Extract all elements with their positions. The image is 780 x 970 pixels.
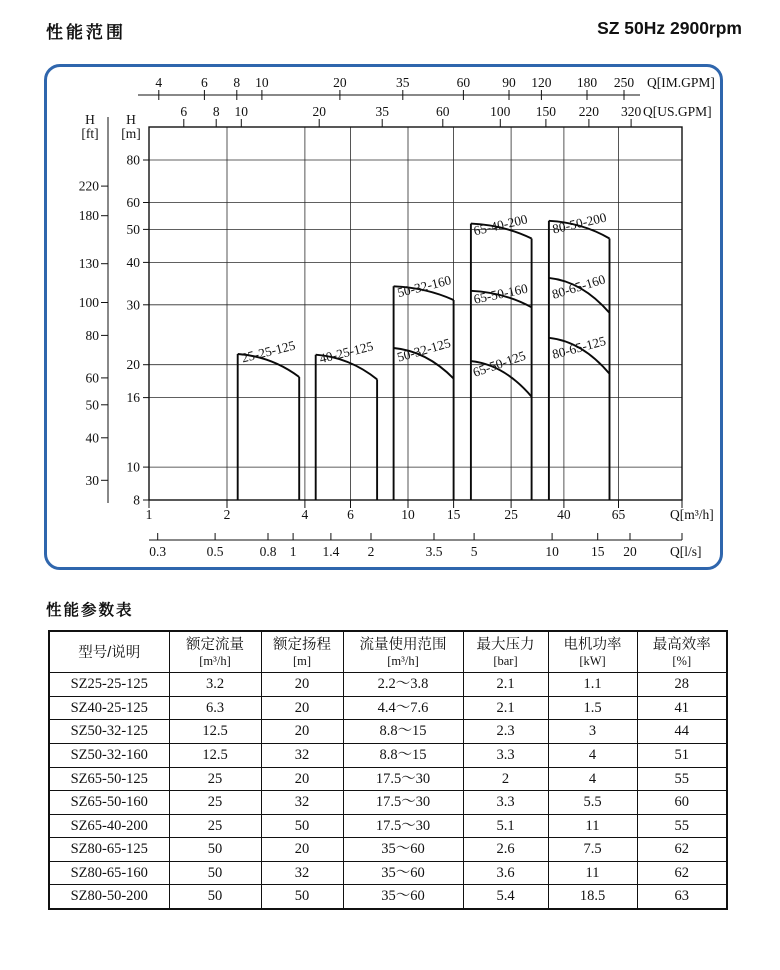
svg-text:90: 90 xyxy=(502,75,516,90)
pump-region-label: 40-25-125 xyxy=(317,338,375,367)
value-cell: 62 xyxy=(637,838,727,862)
svg-text:50: 50 xyxy=(85,397,99,413)
value-cell: 28 xyxy=(637,673,727,697)
svg-text:220: 220 xyxy=(78,178,99,194)
svg-text:50: 50 xyxy=(126,221,140,237)
model-cell: SZ80-65-125 xyxy=(49,838,169,862)
parameters-table xyxy=(48,630,728,910)
value-cell: 12.5 xyxy=(169,720,261,744)
pump-region-label: 25-25-125 xyxy=(239,337,297,366)
column-header: 型号/说明 xyxy=(49,631,169,673)
table-row xyxy=(49,767,727,791)
value-cell: 50 xyxy=(169,861,261,885)
pump-region-label: 65-50-125 xyxy=(470,347,528,380)
value-cell: 3.2 xyxy=(169,673,261,697)
spec-title: SZ 50Hz 2900rpm xyxy=(597,18,742,38)
table-row xyxy=(49,838,727,862)
gridlines xyxy=(149,127,682,500)
value-cell: 12.5 xyxy=(169,743,261,767)
value-cell: 3.3 xyxy=(463,791,548,815)
value-cell: 3 xyxy=(548,720,637,744)
svg-text:1.4: 1.4 xyxy=(322,544,340,559)
svg-text:Q[US.GPM]: Q[US.GPM] xyxy=(643,104,712,119)
value-cell: 6.3 xyxy=(169,696,261,720)
value-cell: 4 xyxy=(548,743,637,767)
svg-text:2: 2 xyxy=(367,544,375,559)
value-cell: 2.3 xyxy=(463,720,548,744)
value-cell: 60 xyxy=(637,791,727,815)
svg-text:60: 60 xyxy=(85,370,99,386)
svg-text:180: 180 xyxy=(78,208,99,224)
value-cell: 50 xyxy=(261,814,343,838)
svg-text:220: 220 xyxy=(578,104,600,119)
plot-border xyxy=(149,127,682,500)
svg-text:H: H xyxy=(85,112,95,127)
model-cell: SZ65-50-125 xyxy=(49,767,169,791)
table-row xyxy=(49,861,727,885)
value-cell: 5.5 xyxy=(548,791,637,815)
y-axis-m xyxy=(121,112,149,508)
svg-text:5: 5 xyxy=(470,544,478,559)
model-cell: SZ65-40-200 xyxy=(49,814,169,838)
table-row xyxy=(49,743,727,767)
svg-text:10: 10 xyxy=(255,75,269,90)
svg-text:30: 30 xyxy=(126,297,140,313)
svg-text:Q[l/s]: Q[l/s] xyxy=(670,544,702,559)
pump-region xyxy=(238,354,300,500)
x-axis-us-gpm xyxy=(180,104,711,127)
page-title: 性能范围 xyxy=(46,23,126,42)
svg-text:60: 60 xyxy=(456,75,471,90)
pump-region-label: 50-32-125 xyxy=(395,335,453,365)
value-cell: 35～60 xyxy=(343,861,463,885)
column-header: 额定流量 [m³/h] xyxy=(169,631,261,673)
svg-text:40: 40 xyxy=(126,254,140,270)
svg-text:8: 8 xyxy=(212,104,220,119)
svg-text:1: 1 xyxy=(145,507,153,522)
svg-text:6: 6 xyxy=(201,75,208,90)
value-cell: 50 xyxy=(169,838,261,862)
value-cell: 18.5 xyxy=(548,885,637,909)
svg-text:15: 15 xyxy=(446,507,461,522)
table-row xyxy=(49,673,727,697)
value-cell: 20 xyxy=(261,720,343,744)
x-axis-m3h xyxy=(146,500,714,522)
svg-text:0.8: 0.8 xyxy=(259,544,277,559)
value-cell: 5.4 xyxy=(463,885,548,909)
svg-text:20: 20 xyxy=(623,544,637,559)
value-cell: 44 xyxy=(637,720,727,744)
svg-text:16: 16 xyxy=(126,390,140,406)
column-header: 流量使用范围 [m³/h] xyxy=(343,631,463,673)
pump-region-label: 65-40-200 xyxy=(472,211,529,239)
value-cell: 4.4～7.6 xyxy=(343,696,463,720)
value-cell: 1.5 xyxy=(548,696,637,720)
x-axis-im-gpm xyxy=(138,75,715,100)
pump-region-label: 80-65-160 xyxy=(550,271,608,302)
svg-text:120: 120 xyxy=(531,75,552,90)
svg-text:65: 65 xyxy=(611,507,626,522)
value-cell: 17.5～30 xyxy=(343,814,463,838)
svg-text:1: 1 xyxy=(289,544,297,559)
svg-text:H: H xyxy=(126,112,136,127)
svg-text:320: 320 xyxy=(620,104,642,119)
svg-text:Q[IM.GPM]: Q[IM.GPM] xyxy=(647,75,715,90)
value-cell: 50 xyxy=(169,885,261,909)
value-cell: 62 xyxy=(637,861,727,885)
model-cell: SZ40-25-125 xyxy=(49,696,169,720)
value-cell: 63 xyxy=(637,885,727,909)
x-axis-ls xyxy=(149,533,702,559)
pump-region-label: 80-65-125 xyxy=(550,333,608,362)
value-cell: 2.1 xyxy=(463,673,548,697)
svg-text:30: 30 xyxy=(85,472,99,488)
value-cell: 2.1 xyxy=(463,696,548,720)
y-axis-ft xyxy=(79,112,108,503)
svg-text:0.3: 0.3 xyxy=(149,544,167,559)
svg-text:15: 15 xyxy=(590,544,605,559)
value-cell: 3.3 xyxy=(463,743,548,767)
svg-text:[m]: [m] xyxy=(121,126,141,141)
svg-text:10: 10 xyxy=(401,507,415,522)
svg-text:60: 60 xyxy=(126,195,140,210)
svg-text:100: 100 xyxy=(490,104,511,119)
svg-text:60: 60 xyxy=(436,104,450,119)
svg-text:150: 150 xyxy=(535,104,557,119)
value-cell: 7.5 xyxy=(548,838,637,862)
value-cell: 20 xyxy=(261,767,343,791)
model-cell: SZ25-25-125 xyxy=(49,673,169,697)
svg-text:250: 250 xyxy=(613,75,635,90)
svg-text:25: 25 xyxy=(504,507,518,522)
value-cell: 35～60 xyxy=(343,838,463,862)
table-row xyxy=(49,696,727,720)
pump-region xyxy=(316,355,377,500)
table-body xyxy=(49,673,727,909)
model-cell: SZ65-50-160 xyxy=(49,791,169,815)
svg-text:80: 80 xyxy=(85,327,99,343)
model-cell: SZ50-32-125 xyxy=(49,720,169,744)
chart-panel xyxy=(44,64,723,570)
value-cell: 2 xyxy=(463,767,548,791)
value-cell: 2.6 xyxy=(463,838,548,862)
svg-text:80: 80 xyxy=(126,152,140,168)
column-header: 最大压力 [bar] xyxy=(463,631,548,673)
value-cell: 20 xyxy=(261,673,343,697)
svg-text:4: 4 xyxy=(155,75,163,90)
column-header: 最高效率 [%] xyxy=(637,631,727,673)
svg-text:[ft]: [ft] xyxy=(81,126,99,141)
header-row xyxy=(49,631,727,673)
pump-region-label: 50-32-160 xyxy=(395,272,453,301)
value-cell: 4 xyxy=(548,767,637,791)
value-cell: 20 xyxy=(261,696,343,720)
value-cell: 32 xyxy=(261,791,343,815)
value-cell: 55 xyxy=(637,814,727,838)
svg-text:Q[m³/h]: Q[m³/h] xyxy=(670,507,714,522)
value-cell: 8.8～15 xyxy=(343,743,463,767)
value-cell: 41 xyxy=(637,696,727,720)
value-cell: 5.1 xyxy=(463,814,548,838)
svg-text:180: 180 xyxy=(576,75,598,90)
value-cell: 11 xyxy=(548,814,637,838)
svg-text:10: 10 xyxy=(545,544,559,559)
svg-text:35: 35 xyxy=(396,75,410,90)
svg-text:3.5: 3.5 xyxy=(425,544,443,559)
table-row xyxy=(49,814,727,838)
svg-text:4: 4 xyxy=(301,507,309,522)
svg-text:8: 8 xyxy=(233,75,241,90)
value-cell: 17.5～30 xyxy=(343,767,463,791)
model-cell: SZ80-50-200 xyxy=(49,885,169,909)
svg-text:20: 20 xyxy=(333,75,347,90)
value-cell: 32 xyxy=(261,861,343,885)
svg-text:8: 8 xyxy=(133,492,140,508)
svg-text:10: 10 xyxy=(126,459,140,475)
svg-text:6: 6 xyxy=(347,507,354,522)
value-cell: 8.8～15 xyxy=(343,720,463,744)
performance-chart xyxy=(47,67,720,567)
pump-region-label: 80-50-200 xyxy=(550,209,608,237)
model-cell: SZ50-32-160 xyxy=(49,743,169,767)
pump-region xyxy=(394,286,454,500)
svg-text:20: 20 xyxy=(126,357,140,373)
value-cell: 32 xyxy=(261,743,343,767)
table-row xyxy=(49,885,727,909)
value-cell: 35～60 xyxy=(343,885,463,909)
value-cell: 25 xyxy=(169,814,261,838)
svg-text:6: 6 xyxy=(180,104,188,119)
svg-text:10: 10 xyxy=(234,104,249,119)
svg-text:0.5: 0.5 xyxy=(206,544,224,559)
value-cell: 50 xyxy=(261,885,343,909)
svg-text:40: 40 xyxy=(85,430,99,446)
value-cell: 20 xyxy=(261,838,343,862)
svg-text:100: 100 xyxy=(78,295,99,310)
table-title: 性能参数表 xyxy=(46,602,134,619)
table-row xyxy=(49,720,727,744)
svg-text:35: 35 xyxy=(375,104,389,119)
value-cell: 51 xyxy=(637,743,727,767)
value-cell: 17.5～30 xyxy=(343,791,463,815)
table-header xyxy=(49,631,727,673)
svg-text:20: 20 xyxy=(312,104,326,119)
svg-text:130: 130 xyxy=(78,256,99,272)
value-cell: 3.6 xyxy=(463,861,548,885)
column-header: 电机功率 [kW] xyxy=(548,631,637,673)
column-header: 额定扬程 [m] xyxy=(261,631,343,673)
model-cell: SZ80-65-160 xyxy=(49,861,169,885)
value-cell: 1.1 xyxy=(548,673,637,697)
value-cell: 2.2～3.8 xyxy=(343,673,463,697)
table-row xyxy=(49,791,727,815)
svg-text:2: 2 xyxy=(223,507,231,522)
svg-text:40: 40 xyxy=(557,507,571,522)
pump-region-label: 65-50-160 xyxy=(472,280,530,307)
value-cell: 25 xyxy=(169,767,261,791)
value-cell: 55 xyxy=(637,767,727,791)
value-cell: 25 xyxy=(169,791,261,815)
value-cell: 11 xyxy=(548,861,637,885)
